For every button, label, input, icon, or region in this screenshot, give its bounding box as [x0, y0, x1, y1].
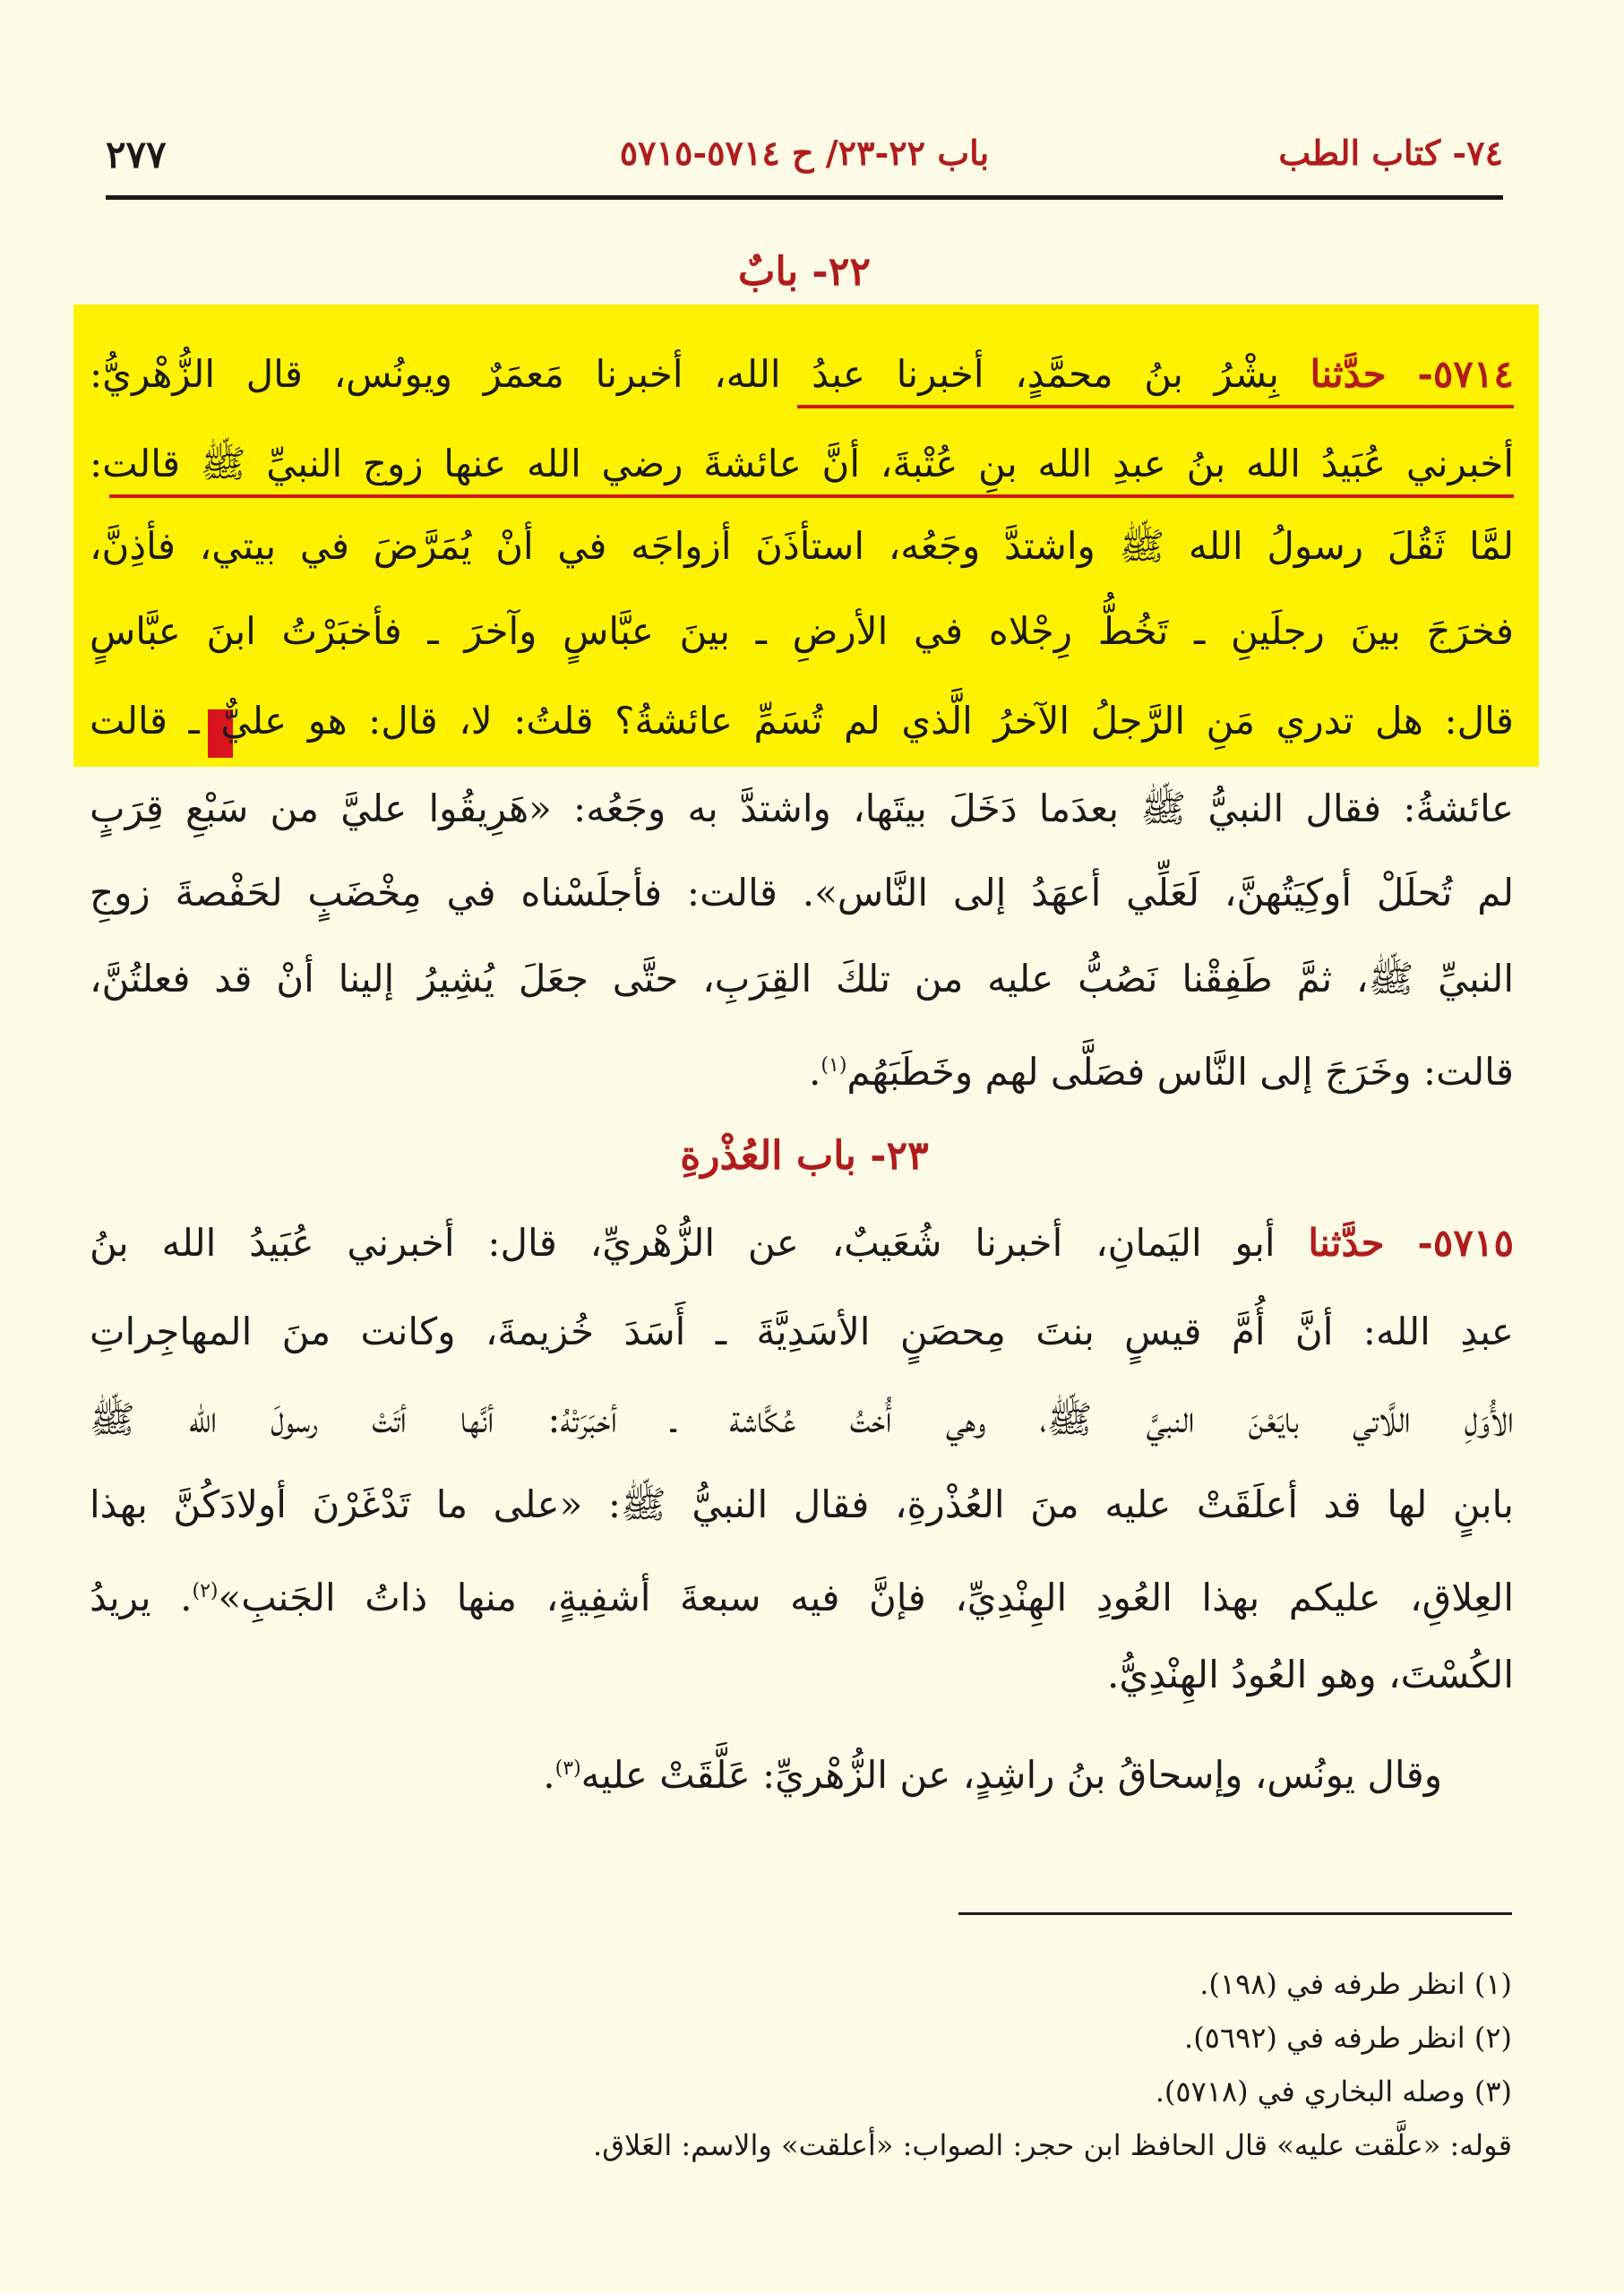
hadith-5714-line-6: عائشةُ: فقال النبيُّ ﷺ بعدَما دَخَلَ بيتَها، واشتدَّ به وجَعُه: «هَرِيقُوا عليَّ من سَبْعِ قِرَبٍ — [90, 786, 1514, 830]
line-text: وقال يونُس، وإسحاقُ بنُ راشِدٍ، عن الزُّهْريِّ: عَلَّقَتْ عليه — [580, 1753, 1442, 1797]
footnote-3: (٣) وصله البخاري في (٥٧١٨). — [1155, 2074, 1512, 2108]
header-rule — [106, 195, 1503, 200]
book-title: ٧٤- كتاب الطب — [1278, 133, 1503, 173]
line-text: العِلاقِ، عليكم بهذا العُودِ الهِنْدِيِّ، فإنَّ فيه سبعةَ أشفِيةٍ، منها ذاتُ الجَنبِ» — [218, 1576, 1514, 1619]
footnote-1: (١) انظر طرفه في (١٩٨). — [1199, 1967, 1512, 2001]
footnote-ref-1: (١) — [821, 1054, 847, 1077]
haddathana-word: حدَّثنا — [1308, 1221, 1385, 1265]
footnote-2: (٢) انظر طرفه في (٥٦٩٢). — [1184, 2021, 1512, 2055]
hadith-5714-line-2: أخبرني عُبَيدُ الله بنُ عبدِ الله بنِ عُتْبةَ، أنَّ عائشةَ رضي الله عنها زوج النبيِّ ﷺ قالت: — [90, 442, 1514, 485]
hadith-5714-line-3: لمَّا ثَقُلَ رسولُ الله ﷺ واشتدَّ وجَعُه، استأذَنَ أزواجَه في أنْ يُمَرَّضَ في بيتي، فأذِنَّ، — [90, 524, 1514, 568]
hadith-5715-line-4: بابنٍ لها قد أعلَقَتْ عليه منَ العُذْرةِ، فقال النبيُّ ﷺ: «على ما تَدْغَرْنَ أولادَكُنَّ بهذا — [90, 1482, 1514, 1526]
hadith-5715-line-2: عبدِ الله: أنَّ أُمَّ قيسٍ بنتَ مِحصَنٍ الأسَدِيَّةَ ـ أَسَدَ خُزيمةَ، وكانت منَ المهاجِراتِ — [90, 1310, 1514, 1353]
hadith-5714-line-9: قالت: وخَرَجَ إلى النَّاس فصَلَّى لهم وخَطَبَهُم$^{(١)}$. — [809, 1050, 1514, 1094]
hadith-number: ٥٧١٤- — [1417, 352, 1514, 396]
line-text: أبو اليَمانِ، أخبرنا شُعَيبٌ، عن الزُّهْريِّ، قال: أخبرني عُبَيدُ الله بنُ — [90, 1221, 1276, 1265]
footnote-ref-3: (٣) — [554, 1757, 581, 1780]
page-number: ٢٧٧ — [106, 133, 167, 176]
hadith-5714-line-7: لم تُحلَلْ أوكِيَتُهنَّ، لَعَلِّي أعهَدُ إلى النَّاس». قالت: فأجلَسْناه في مِخْضَبٍ لحَفْصةَ زوجِ — [90, 871, 1514, 915]
running-header — [106, 133, 1503, 186]
footnote-separator — [958, 1912, 1512, 1915]
hadith-5715-line-6: الكُسْتَ، وهو العُودُ الهِنْدِيُّ. — [1106, 1653, 1514, 1696]
section-title-22: ٢٢- بابٌ — [738, 249, 871, 295]
hadith-5714-line-1 — [90, 352, 1514, 397]
hadith-5715-line-5 — [90, 1569, 1514, 1620]
hadith-5714-line-5: قال: هل تدري مَنِ الرَّجلُ الآخرُ الَّذي لم تُسَمِّ عائشةُ؟ قلتُ: لا، قال: هو عليٌّ ـ قالت — [90, 699, 1514, 743]
section-title-23: ٢٣- باب العُذْرةِ — [680, 1133, 929, 1179]
chapter-ref: باب ٢٢-٢٣/ ح ٥٧١٤-٥٧١٥ — [619, 133, 990, 173]
hadith-number: ٥٧١٥- — [1417, 1221, 1514, 1265]
haddathana-word: حدَّثنا — [1310, 352, 1387, 396]
hadith-5714-line-4: فخرَجَ بينَ رجلَينِ ـ تَخُطُّ رِجْلاه في الأرضِ ـ بينَ عبَّاسٍ وآخرَ ـ فأخبَرْتُ ابنَ عبَّاسٍ — [90, 609, 1514, 653]
isnad-underline-2 — [109, 494, 1514, 498]
line-tail: . يريدُ — [90, 1576, 193, 1619]
hadith-5715-line-1 — [90, 1221, 1514, 1266]
hadith-5715-line-3: الأُوَلِ اللَّاتي بايَعْنَ النبيَّ ﷺ، وهي أُختُ عُكَّاشة ـ أخبَرَتْهُ: أنَّها أتَتْ رسولَ الله ﷺ — [90, 1397, 1514, 1441]
line-text: قالت: وخَرَجَ إلى النَّاس فصَلَّى لهم وخَطَبَهُم — [846, 1050, 1514, 1094]
footnote-ref-2: (٢) — [192, 1580, 219, 1602]
footnote-3-comment: قوله: «علَّقت عليه» قال الحافظ ابن حجر: الصواب: «أعلقت» والاسم: العَلاق. — [593, 2128, 1512, 2162]
qala-yunus-line: وقال يونُس، وإسحاقُ بنُ راشِدٍ، عن الزُّهْريِّ: عَلَّقَتْ عليه$^{(٣)}$. — [543, 1753, 1442, 1797]
isnad-underline-1 — [797, 405, 1514, 408]
hadith-5714-line-8: النبيِّ ﷺ، ثمَّ طَفِقْنا نَصُبُّ عليه من تلكَ القِرَبِ، حتَّى جعَلَ يُشِيرُ إلينا أنْ قد فعلتُنَّ، — [90, 957, 1514, 1001]
line-text: بِشْرُ بنُ محمَّدٍ، أخبرنا عبدُ الله، أخبرنا مَعمَرٌ ويونُس، قال الزُّهْريُّ: — [90, 352, 1279, 396]
